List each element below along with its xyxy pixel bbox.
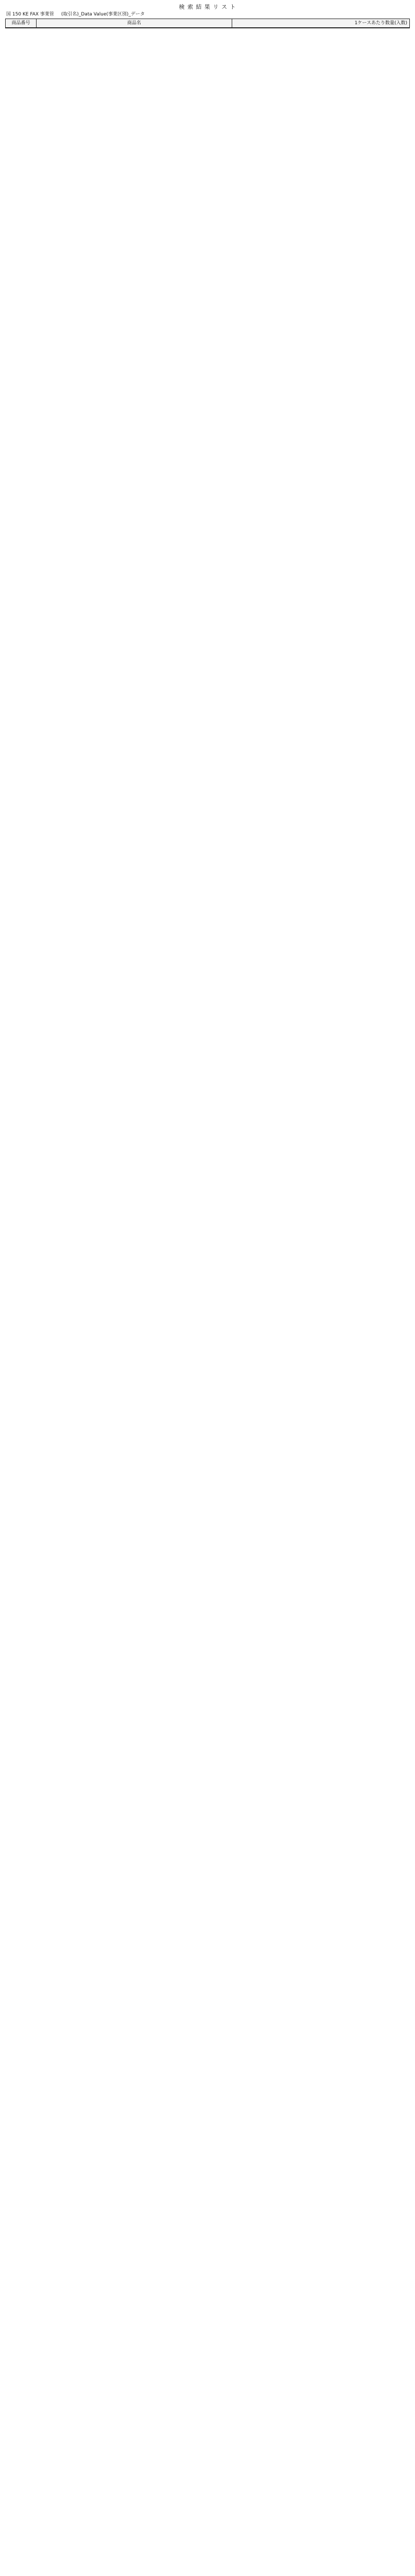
document-title: 検 索 結 果 リ ス ト	[179, 4, 236, 10]
meta-line: (取引名)_Data Value(事業区別)_データ	[61, 12, 145, 17]
document-meta	[5, 11, 410, 19]
header-code: 商品番号	[6, 19, 37, 27]
results-table	[5, 19, 410, 28]
header-name: 商品名	[37, 19, 232, 27]
table-header-row	[6, 19, 409, 28]
header-value: 1ケースあたり数量(入数)	[354, 21, 407, 26]
meta-line: 国 150 KE FAX 事業管	[6, 12, 54, 17]
